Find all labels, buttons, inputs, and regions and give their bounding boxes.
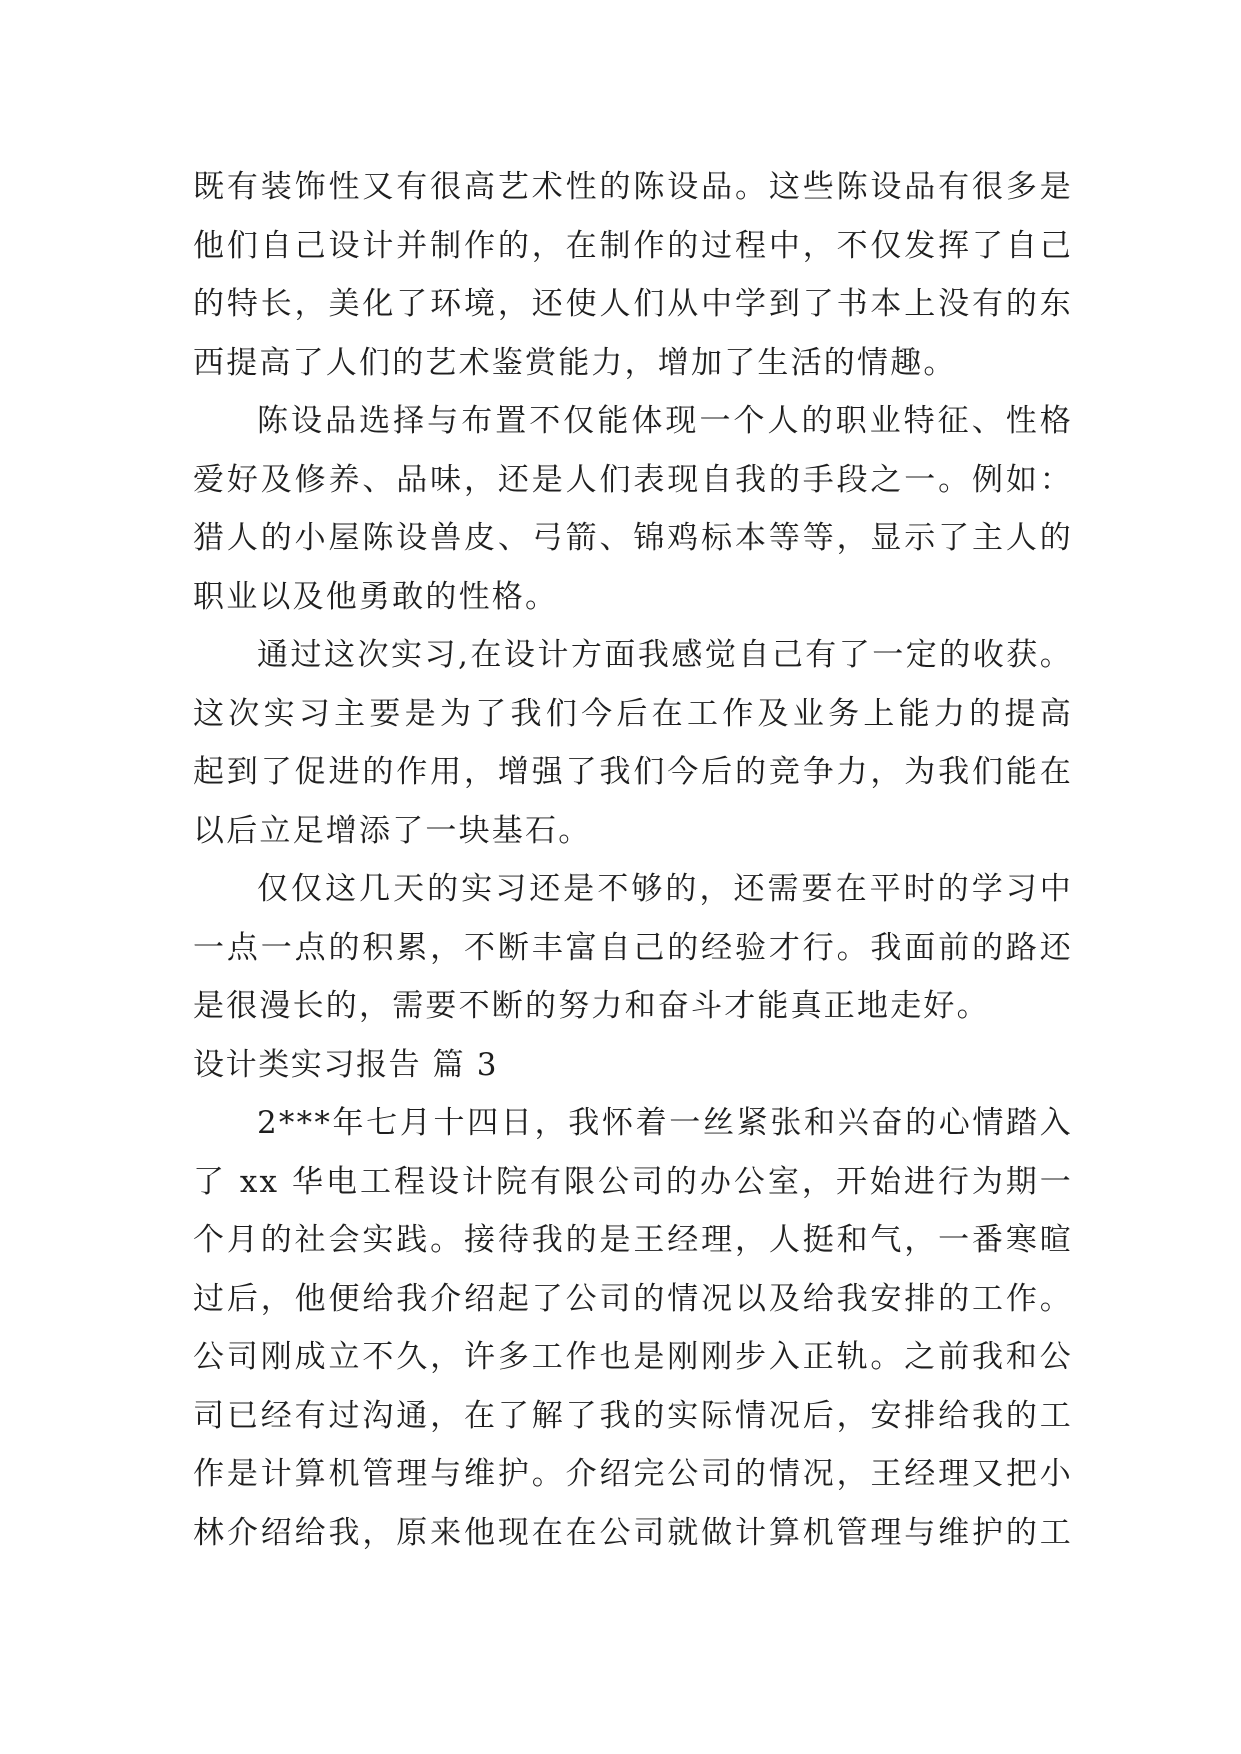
text-line: 爱好及修养、品味，还是人们表现自我的手段之一。例如： — [193, 461, 1073, 498]
text-line: 以后立足增添了一块基石。 — [193, 812, 592, 849]
text-line: 过后，他便给我介绍起了公司的情况以及给我安排的工作。 — [193, 1280, 1073, 1317]
text-line: 职业以及他勇敢的性格。 — [193, 578, 559, 615]
text-line: 既有装饰性又有很高艺术性的陈设品。这些陈设品有很多是 — [193, 169, 1073, 205]
text-line: 的特长，美化了环境，还使人们从中学到了书本上没有的东 — [193, 286, 1073, 322]
text-line: 通过这次实习,在设计方面我感觉自己有了一定的收获。 — [257, 637, 1073, 673]
text-line: 仅仅这几天的实习还是不够的，还需要在平时的学习中 — [257, 871, 1073, 907]
section-heading: 设计类实习报告 篇 3 — [193, 1046, 499, 1083]
text-line: 司已经有过沟通，在了解了我的实际情况后，安排给我的工 — [193, 1397, 1073, 1434]
text-line: 西提高了人们的艺术鉴赏能力，增加了生活的情趣。 — [193, 344, 957, 381]
text-line: 2***年七月十四日，我怀着一丝紧张和兴奋的心情踏入 — [257, 1105, 1073, 1141]
text-line: 作是计算机管理与维护。介绍完公司的情况，王经理又把小 — [193, 1456, 1073, 1492]
text-line: 这次实习主要是为了我们今后在工作及业务上能力的提高 — [193, 695, 1073, 732]
text-line: 一点一点的积累，不断丰富自己的经验才行。我面前的路还 — [193, 929, 1073, 966]
text-line: 是很漫长的，需要不断的努力和奋斗才能真正地走好。 — [193, 988, 990, 1024]
text-line: 个月的社会实践。接待我的是王经理，人挺和气，一番寒暄 — [193, 1222, 1073, 1258]
document-body — [193, 158, 1073, 1562]
text-line: 了 xx 华电工程设计院有限公司的办公室，开始进行为期一 — [193, 1163, 1073, 1200]
text-line: 陈设品选择与布置不仅能体现一个人的职业特征、性格 — [257, 403, 1073, 439]
text-line: 林介绍给我，原来他现在在公司就做计算机管理与维护的工 — [193, 1514, 1073, 1551]
text-line: 公司刚成立不久，许多工作也是刚刚步入正轨。之前我和公 — [193, 1339, 1073, 1375]
text-line: 起到了促进的作用，增强了我们今后的竞争力，为我们能在 — [193, 754, 1073, 790]
text-line: 他们自己设计并制作的，在制作的过程中，不仅发挥了自己 — [193, 227, 1073, 264]
text-line: 猎人的小屋陈设兽皮、弓箭、锦鸡标本等等，显示了主人的 — [193, 520, 1073, 556]
